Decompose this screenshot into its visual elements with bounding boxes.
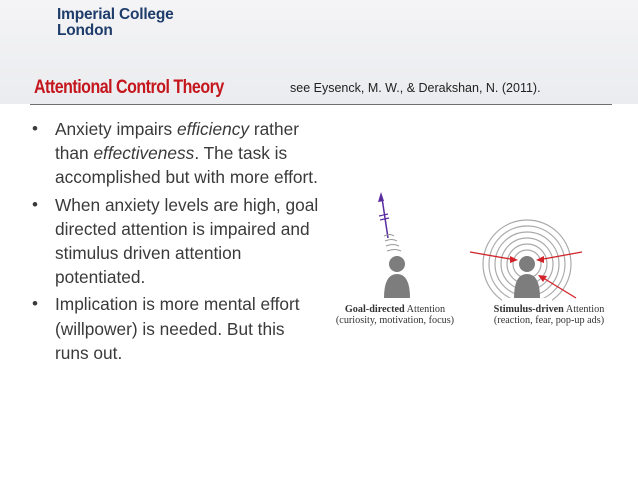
stimulus-body	[514, 274, 540, 298]
stimulus-arrowhead	[510, 256, 518, 263]
title-divider	[30, 104, 612, 105]
bullet-text-2: When anxiety levels are high, goal directed attention is impaired and stimulus driven attention potentiated.	[55, 194, 319, 288]
bullet-1-part-a: Anxiety impairs	[55, 119, 177, 139]
goal-directed-caption	[320, 304, 470, 326]
bullet-item-1	[30, 117, 320, 190]
goal-directed-figure	[378, 192, 410, 298]
goal-arrow-tick	[379, 214, 388, 216]
imperial-college-logo	[57, 7, 174, 39]
goal-wave	[386, 245, 399, 247]
bullet-dot: •	[32, 294, 38, 314]
bullet-item-2	[30, 193, 320, 290]
stimulus-caption-rest: Attention	[563, 304, 605, 315]
stimulus-driven-caption	[474, 304, 624, 326]
goal-caption-rest: Attention	[404, 304, 446, 315]
stimulus-arrow-right	[538, 252, 582, 260]
goal-wave	[384, 235, 394, 237]
goal-caption-bold: Goal-directed	[344, 304, 405, 315]
attention-figure	[312, 190, 632, 350]
stimulus-caption-sub: (reaction, fear, pop-up ads)	[493, 315, 605, 326]
bullet-1-em-efficiency: efficiency	[176, 119, 250, 139]
bullet-text-3: Implication is more mental effort (willpower) is needed. But this runs out.	[55, 294, 300, 363]
stimulus-caption-bold: Stimulus-driven	[493, 304, 564, 315]
citation: see Eysenck, M. W., & Derakshan, N. (2011).	[290, 81, 541, 95]
bullet-1-part-b: rather than	[55, 119, 299, 164]
attention-illustration	[312, 190, 632, 350]
goal-arrow-head	[378, 192, 384, 202]
bullet-dot: •	[32, 119, 38, 138]
logo-line-2: London	[57, 22, 113, 39]
bullet-1-part-c: . The task is accomplished but with more effort.	[55, 143, 318, 188]
bullet-item-3	[30, 292, 320, 365]
bullet-list	[30, 117, 320, 368]
goal-wave	[387, 250, 401, 252]
goal-caption-sub: (curiosity, motivation, focus)	[335, 315, 455, 326]
logo-line-1: Imperial College	[57, 6, 174, 23]
slide-title: Attentional Control Theory	[34, 76, 224, 98]
goal-wave	[385, 240, 397, 242]
stimulus-head	[519, 256, 535, 272]
goal-head	[389, 256, 405, 272]
bullet-dot: •	[32, 194, 38, 214]
goal-body	[384, 274, 410, 298]
stimulus-arrowhead	[536, 256, 544, 263]
stimulus-arrowhead	[538, 275, 547, 282]
stimulus-driven-figure	[470, 220, 582, 308]
bullet-1-em-effectiveness: effectiveness	[93, 143, 195, 164]
bullet-text-1	[55, 117, 320, 190]
title-row	[34, 76, 541, 100]
